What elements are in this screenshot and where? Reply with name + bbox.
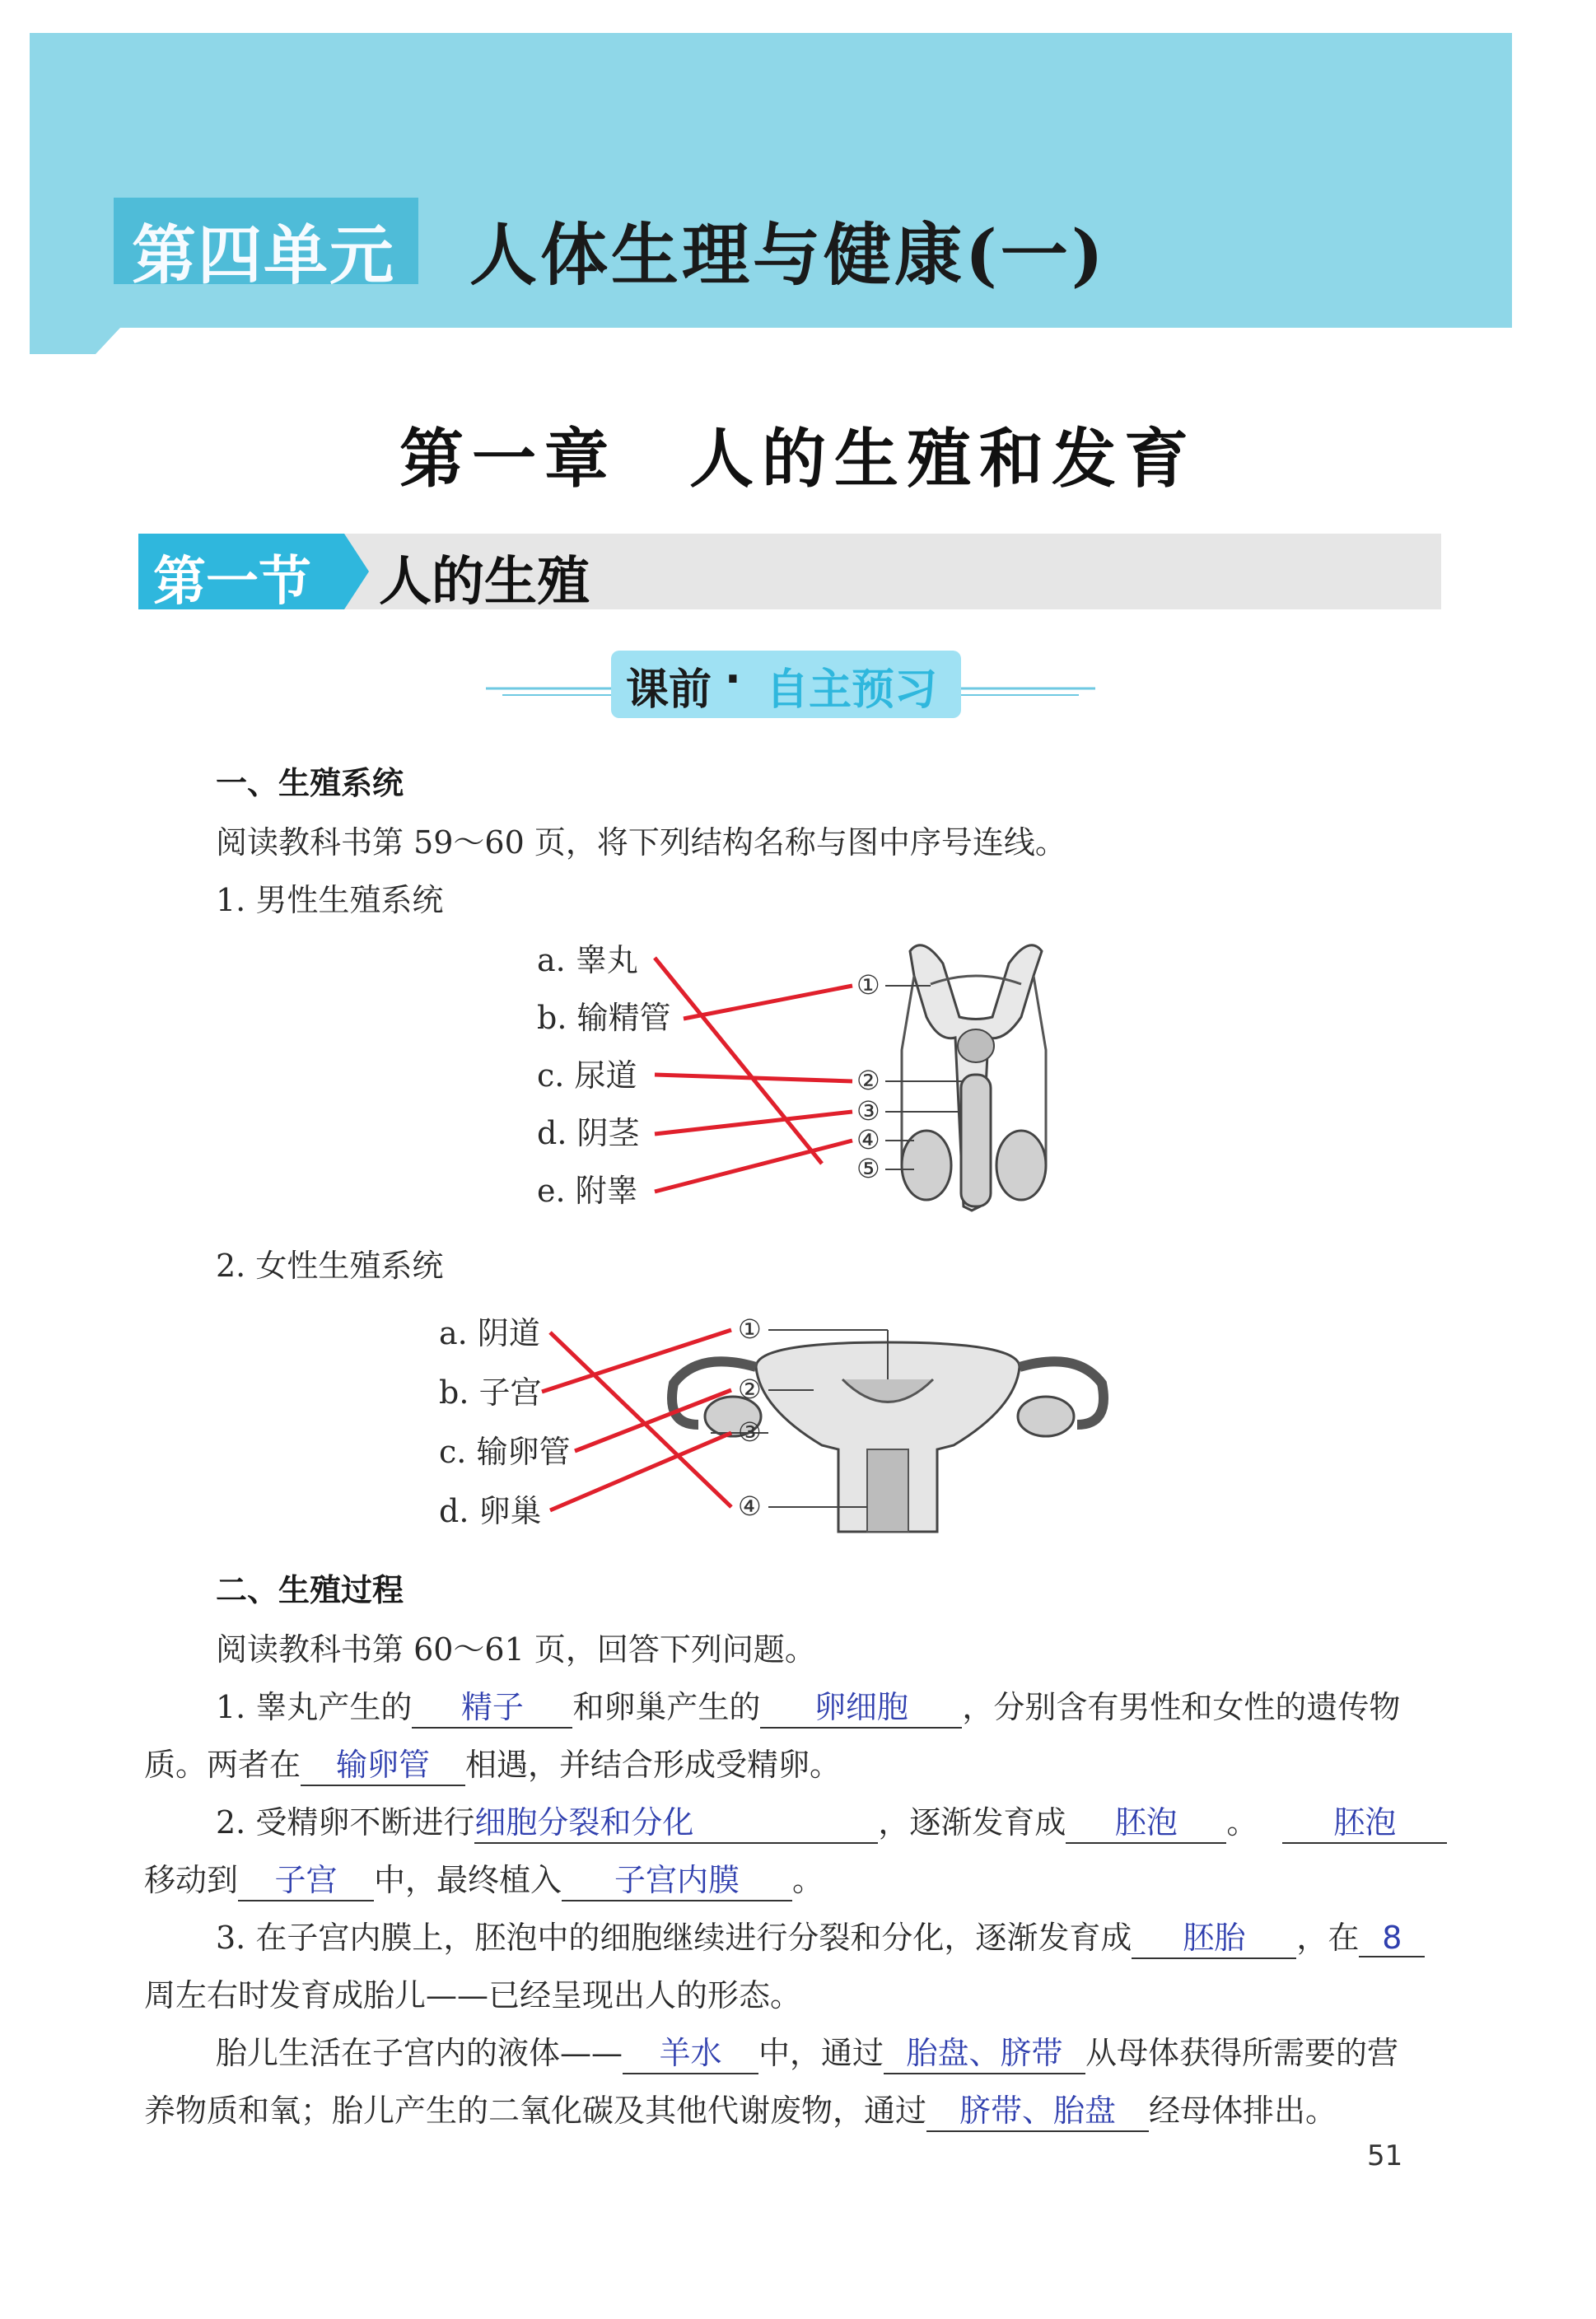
q3-text-2: ，在: [1296, 1920, 1360, 1956]
unit-label: 第四单元: [132, 218, 396, 293]
q2-text-5: 中，最终植入: [374, 1862, 562, 1898]
male-number-5: ⑤: [856, 1153, 880, 1184]
match-line-b-1: [684, 986, 852, 1019]
page-number: 51: [1367, 2139, 1403, 2172]
male-reproductive-diagram: [527, 926, 1054, 1223]
part2-heading: 二、生殖过程: [216, 1572, 404, 1608]
female-label-b: b. 子宫: [439, 1374, 542, 1411]
match-line-b-1: [542, 1330, 731, 1392]
section-label: 第一节: [153, 552, 311, 613]
male-label-d: d. 阴茎: [537, 1115, 640, 1151]
male-number-1: ①: [856, 969, 880, 1001]
q2-text-4: 移动到: [144, 1862, 239, 1898]
male-number-2: ②: [856, 1065, 880, 1096]
q1-text-2: 和卵巢产生的: [572, 1689, 761, 1725]
male-system-title: 1. 男性生殖系统: [216, 882, 444, 918]
q1-answer-oviduct: 输卵管: [301, 1739, 465, 1786]
q3-answer-weeks: 8: [1359, 1920, 1425, 1957]
q4-text-5: 经母体排出。: [1149, 2093, 1337, 2129]
chapter-title: 第一章 人的生殖和发育: [399, 422, 1197, 497]
q2-text-2: ，逐渐发育成: [878, 1804, 1066, 1841]
match-line-d-3: [550, 1433, 731, 1510]
male-label-b: b. 输精管: [537, 1000, 671, 1036]
banner-notch: [30, 328, 1512, 354]
q2-text-3: 。: [1226, 1804, 1258, 1841]
q4-answer-amniotic-fluid: 羊水: [623, 2027, 758, 2074]
q4-text-4: 养物质和氧；胎儿产生的二氧化碳及其他代谢废物，通过: [144, 2093, 927, 2129]
q2-answer-uterus: 子宫: [238, 1855, 374, 1901]
q4-text-3: 从母体获得所需要的营: [1085, 2035, 1399, 2071]
unit-title: 人体生理与健康(一): [469, 216, 1107, 295]
male-label-a: a. 睾丸: [537, 942, 638, 978]
female-number-3: ③: [738, 1416, 762, 1448]
q2-answer-endometrium: 子宫内膜: [562, 1855, 792, 1901]
female-number-4: ④: [738, 1491, 762, 1522]
q1-text-4: 质。两者在: [144, 1747, 301, 1783]
match-line-e-4: [655, 1141, 852, 1192]
q1-text-3: ，分别含有男性和女性的遗传物: [962, 1689, 1401, 1725]
female-label-c: c. 输卵管: [439, 1434, 571, 1470]
male-number-4: ④: [856, 1124, 880, 1155]
female-label-d: d. 卵巢: [439, 1493, 542, 1529]
female-number-1: ①: [738, 1313, 762, 1345]
female-system-title: 2. 女性生殖系统: [216, 1248, 444, 1284]
question-2-line-1: [216, 1797, 1447, 1844]
q1-text-5: 相遇，并结合形成受精卵。: [465, 1747, 842, 1783]
preview-separator-dot: ·: [725, 655, 741, 704]
match-line-d-3: [655, 1112, 852, 1134]
q2-answer-division: 细胞分裂和分化: [474, 1797, 878, 1844]
q1-text-1: 1. 睾丸产生的: [216, 1689, 413, 1725]
question-4-line-2: [144, 2085, 1337, 2132]
question-1-line-2: [144, 1739, 841, 1786]
part1-heading: 一、生殖系统: [216, 765, 404, 801]
part2-instruction: 阅读教科书第 60～61 页，回答下列问题。: [216, 1631, 816, 1668]
female-answer-lines: [427, 1301, 1151, 1548]
male-number-3: ③: [856, 1095, 880, 1127]
question-4-line-1: [216, 2027, 1398, 2074]
question-1-line-1: [216, 1682, 1400, 1729]
question-3-line-1: [216, 1912, 1425, 1959]
male-label-c: c. 尿道: [537, 1057, 637, 1094]
q1-answer-egg: 卵细胞: [760, 1682, 962, 1729]
section-title: 人的生殖: [379, 552, 590, 613]
unit-banner: [30, 33, 1512, 354]
preview-label-before-class: 课前: [626, 665, 712, 715]
q2-text-6: 。: [792, 1862, 824, 1898]
female-reproductive-diagram: [427, 1301, 1151, 1548]
q2-text-1: 2. 受精卵不断进行: [216, 1804, 475, 1841]
female-label-a: a. 阴道: [439, 1315, 540, 1351]
female-number-2: ②: [738, 1374, 762, 1405]
preview-label-self-study: 自主预习: [766, 665, 938, 715]
q4-text-2: 中，通过: [758, 2035, 884, 2071]
male-answer-lines: [527, 926, 1054, 1223]
q4-answer-placenta-cord: 胎盘、脐带: [884, 2027, 1085, 2074]
question-2-line-2: [144, 1855, 824, 1901]
q3-text-1: 3. 在子宫内膜上，胚泡中的细胞继续进行分裂和分化，逐渐发育成: [216, 1920, 1132, 1956]
q3-answer-embryo: 胚胎: [1132, 1912, 1296, 1959]
q1-answer-sperm: 精子: [412, 1682, 572, 1729]
section-tag-arrow: [344, 534, 369, 609]
question-3-line-2: 周左右时发育成胎儿——已经呈现出人的形态。: [144, 1977, 802, 2013]
q2-answer-blastocyst-1: 胚泡: [1066, 1797, 1226, 1844]
q4-answer-cord-placenta: 脐带、胎盘: [926, 2085, 1149, 2132]
part1-instruction: 阅读教科书第 59～60 页，将下列结构名称与图中序号连线。: [216, 824, 1066, 861]
male-label-e: e. 附睾: [537, 1173, 638, 1209]
q2-answer-blastocyst-2: 胚泡: [1282, 1797, 1447, 1844]
q4-text-1: 胎儿生活在子宫内的液体——: [216, 2035, 623, 2071]
